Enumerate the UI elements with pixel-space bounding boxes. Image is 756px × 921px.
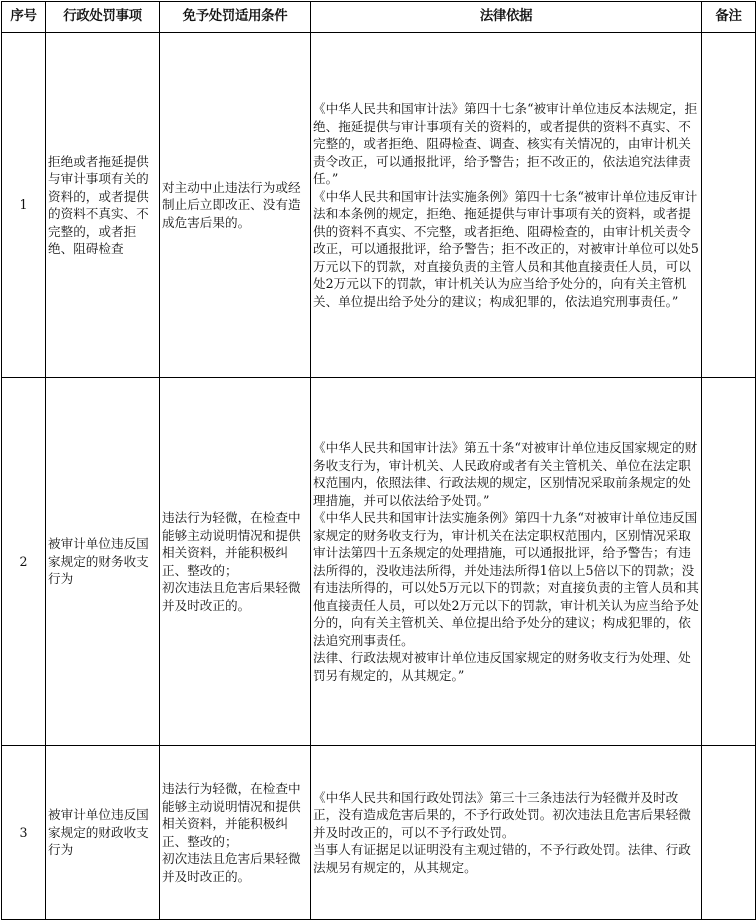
row-basis (311, 746, 702, 920)
row-remark (702, 746, 756, 920)
basis-paragraph: 《中华人民共和国行政处罚法》第三十三条违法行为轻微并及时改正，没有造成危害后果的，不予行政处罚。初次违法且危害后果轻微并及时改正的，可以不予行政处罚。 (313, 789, 691, 840)
row-condition (160, 746, 311, 920)
row-remark (702, 378, 756, 746)
basis-paragraph: 法律、行政法规对被审计单位违反国家规定的财务收支行为处理、处罚另有规定的，从其规定。” (313, 650, 691, 683)
basis-paragraph: 当事人有证据足以证明没有主观过错的，不予行政处罚。法律、行政法规另有规定的，从其规定。 (313, 842, 691, 875)
row-item: 被审计单位违反国家规定的财政收支行为 (46, 746, 160, 920)
condition-paragraph: 违法行为轻微，在检查中能够主动说明情况和提供相关资料，并能积极纠正、整改的； (162, 510, 301, 578)
row-condition: 对主动中止违法行为或经制止后立即改正、没有造成危害后果的。 (160, 33, 311, 378)
table-row (2, 746, 756, 920)
row-seq: 2 (2, 378, 46, 746)
table-row (2, 33, 756, 378)
row-item: 拒绝或者拖延提供与审计事项有关的资料的，或者提供的资料不真实、不完整的，或者拒绝、阻碍检查 (46, 33, 160, 378)
table-row (2, 378, 756, 746)
penalty-exemption-table (1, 1, 756, 920)
table-header-row (2, 2, 756, 33)
header-seq: 序号 (2, 2, 46, 33)
basis-paragraph: 《中华人民共和国审计法》第四十七条“被审计单位违反本法规定，拒绝、拖延提供与审计事项有关的资料的，或者提供的资料不真实、不完整的，或者拒绝、阻碍检查、调查、核实有关情况的，由审计机关责令改正，可以通报批评，给予警告；拒不改正的，依法追究法律责任。” (313, 101, 698, 186)
condition-paragraph: 初次违法且危害后果轻微并及时改正的。 (162, 580, 301, 613)
basis-paragraph: 《中华人民共和国审计法实施条例》第四十七条“被审计单位违反审计法和本条例的规定，拒绝、拖延提供与审计事项有关的资料，或者提供的资料不真实、不完整，或者拒绝、阻碍检查的，由审计机关责令改正，可以通报批评，给予警告；拒不改正的，对被审计单位可以处5万元以下的罚款，对直接负责的主管人员和其他直接责任人员，可以处2万元以下的罚款，审计机关认为应当给予处分的，向有关主管机关、单位提出给予处分的建议；构成犯罪的，依法追究刑事责任。” (313, 188, 699, 309)
basis-paragraph: 《中华人民共和国审计法实施条例》第四十九条“对被审计单位违反国家规定的财务收支行为，审计机关在法定职权范围内，区别情况采取审计法第四十五条规定的处理措施，可以通报批评，给予警告；有违法所得的，没收违法所得，并处违法所得1倍以上5倍以下的罚款；没有违法所得的，可以处5万元以下的罚款；对直接负责的主管人员和其他直接责任人员，可以处2万元以下的罚款，审计机关认为应当给予处分的，向有关主管机关、单位提出给予处分的建议；构成犯罪的，依法追究刑事责任。 (313, 510, 699, 648)
row-basis (311, 378, 702, 746)
header-item: 行政处罚事项 (46, 2, 160, 33)
condition-paragraph: 初次违法且危害后果轻微并及时改正的。 (162, 851, 301, 884)
condition-paragraph: 违法行为轻微，在检查中能够主动说明情况和提供相关资料，并能积极纠正、整改的； (162, 781, 301, 849)
row-basis (311, 33, 702, 378)
row-condition (160, 378, 311, 746)
row-item: 被审计单位违反国家规定的财务收支行为 (46, 378, 160, 746)
row-seq: 1 (2, 33, 46, 378)
row-remark (702, 33, 756, 378)
row-seq: 3 (2, 746, 46, 920)
header-condition: 免予处罚适用条件 (160, 2, 311, 33)
header-remark: 备注 (702, 2, 756, 33)
basis-paragraph: 《中华人民共和国审计法》第五十条“对被审计单位违反国家规定的财务收支行为，审计机关、人民政府或者有关主管机关、单位在法定职权范围内，依照法律、行政法规的规定，区别情况采取前条规定的处理措施，并可以依法给予处罚。” (313, 440, 698, 508)
header-basis: 法律依据 (311, 2, 702, 33)
